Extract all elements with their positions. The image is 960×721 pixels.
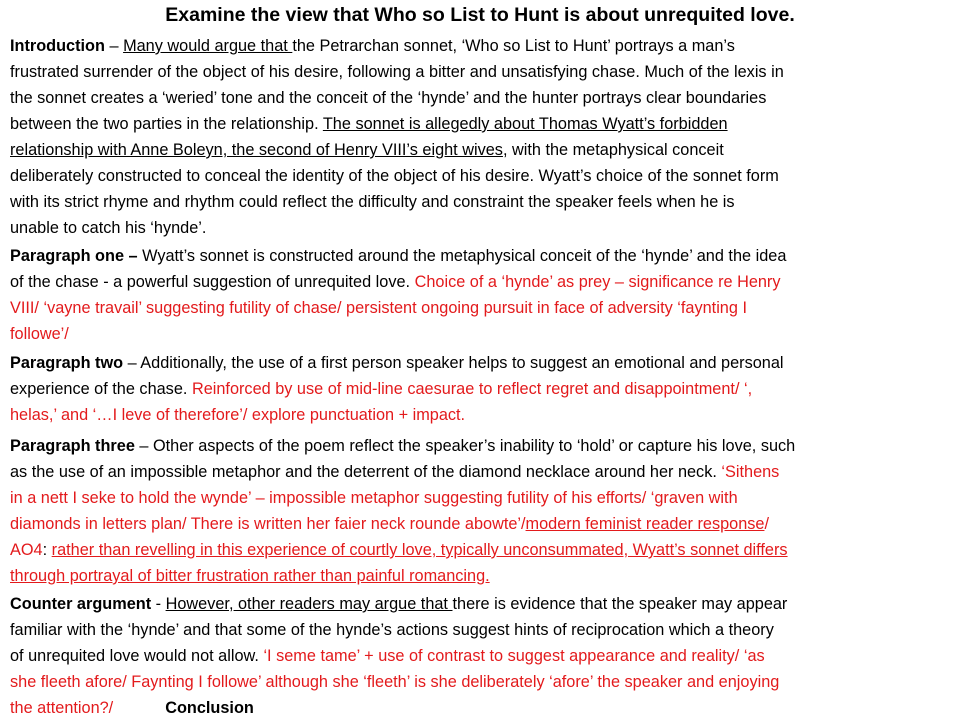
text-line xyxy=(10,402,952,428)
text-line xyxy=(10,295,952,321)
text-line: of unrequited love would not allow. ‘I seme tame’ + use of contrast to suggest appearance and reality/ ‘as xyxy=(10,647,765,665)
text-line: frustrated surrender of the object of his desire, following a bitter and unsatisfying chase. Much of the lexis in xyxy=(10,63,784,81)
annotation-note: followe’/ xyxy=(10,325,69,343)
page-title: Examine the view that Who so List to Hunt is about unrequited love. xyxy=(165,4,795,26)
text-line: deliberately constructed to conceal the identity of the object of his desire. Wyatt’s choice of the sonnet form xyxy=(10,167,779,185)
section-label: Paragraph three xyxy=(10,437,135,455)
paragraph-two xyxy=(10,350,952,428)
text-line: Counter argument - However, other readers may argue that there is evidence that the speaker may appear xyxy=(10,595,788,613)
text-line: Paragraph one – Wyatt’s sonnet is constructed around the metaphysical conceit of the ‘hynde’ and the idea xyxy=(10,247,787,265)
section-label: Paragraph one – xyxy=(10,247,138,265)
annotation-note: rather than revelling in this experience of courtly love, typically unconsummated, Wyatt’s sonnet differs xyxy=(51,541,788,559)
text-line: Introduction – Many would argue that the Petrarchan sonnet, ‘Who so List to Hunt’ portrays a man’s xyxy=(10,37,735,55)
text-line xyxy=(10,695,952,721)
text-line: relationship with Anne Boleyn, the second of Henry VIII’s eight wives, with the metaphysical conceit xyxy=(10,141,724,159)
text-line xyxy=(10,563,952,589)
text-line: experience of the chase. Reinforced by use of mid-line caesurae to reflect regret and disappointment/ ‘, xyxy=(10,380,753,398)
text-line: between the two parties in the relationship. The sonnet is allegedly about Thomas Wyatt’s forbidden xyxy=(10,115,728,133)
text-line xyxy=(10,485,952,511)
annotation-note: Choice of a ‘hynde’ as prey – significance re Henry xyxy=(414,273,781,291)
annotation-note: the attention?/ xyxy=(10,699,114,717)
section-label: Counter argument xyxy=(10,595,152,613)
text-line: with its strict rhyme and rhythm could reflect the difficulty and constraint the speaker feels when he is xyxy=(10,193,735,211)
annotation-note: through portrayal of bitter frustration rather than painful romancing. xyxy=(10,567,490,585)
text-line: unable to catch his ‘hynde’. xyxy=(10,219,207,237)
annotation-note: in a nett I seke to hold the wynde’ – impossible metaphor suggesting futility of his efforts/ ‘graven with xyxy=(10,489,738,507)
conclusion-label: Conclusion xyxy=(165,699,254,717)
text-line xyxy=(10,511,952,537)
section-label: Paragraph two xyxy=(10,354,124,372)
counter-argument-paragraph xyxy=(10,591,952,721)
annotation-note: Reinforced by use of mid-line caesurae to reflect regret and disappointment/ ‘, xyxy=(191,380,753,398)
annotation-note: AO4 xyxy=(10,541,43,559)
text-line: Paragraph three – Other aspects of the poem reflect the speaker’s inability to ‘hold’ or capture his love, such xyxy=(10,437,796,455)
annotation-note: / xyxy=(764,515,769,533)
paragraph-one xyxy=(10,243,952,347)
text-line: the sonnet creates a ‘weried’ tone and the conceit of the ‘hynde’ and the hunter portrays clear boundaries xyxy=(10,89,767,107)
annotation-note: ‘Sithens xyxy=(721,463,780,481)
text-line xyxy=(10,669,952,695)
annotation-note: modern feminist reader response xyxy=(525,515,765,533)
text-line xyxy=(10,321,952,347)
text-line: of the chase - a powerful suggestion of unrequited love. Choice of a ‘hynde’ as prey – significance re Henry xyxy=(10,273,781,291)
text-line: Paragraph two – Additionally, the use of a first person speaker helps to suggest an emotional and personal xyxy=(10,354,784,372)
annotation-note: diamonds in letters plan/ There is written her faier neck rounde abowte’/ xyxy=(10,515,526,533)
text-line: as the use of an impossible metaphor and the deterrent of the diamond necklace around her neck. ‘Sithens xyxy=(10,463,780,481)
section-label: Introduction xyxy=(10,37,105,55)
annotation-note: she fleeth afore/ Faynting I followe’ although she ‘fleeth’ is she deliberately ‘afore’ the speaker and enjoying xyxy=(10,673,780,691)
text-line: familiar with the ‘hynde’ and that some of the hynde’s actions suggest hints of reciprocation which a theory xyxy=(10,621,774,639)
annotation-note: helas,’ and ‘…I leve of therefore’/ explore punctuation + impact. xyxy=(10,406,466,424)
text-line: AO4: rather than revelling in this experience of courtly love, typically unconsummated, Wyatt’s sonnet differs xyxy=(10,541,788,559)
introduction-paragraph xyxy=(10,33,952,241)
annotation-note: ‘I seme tame’ + use of contrast to suggest appearance and reality/ ‘as xyxy=(263,647,765,665)
annotation-note: VIII/ ‘vayne travail’ suggesting futility of chase/ persistent ongoing pursuit in face of adversity ‘faynting I xyxy=(10,299,747,317)
paragraph-three xyxy=(10,433,952,589)
